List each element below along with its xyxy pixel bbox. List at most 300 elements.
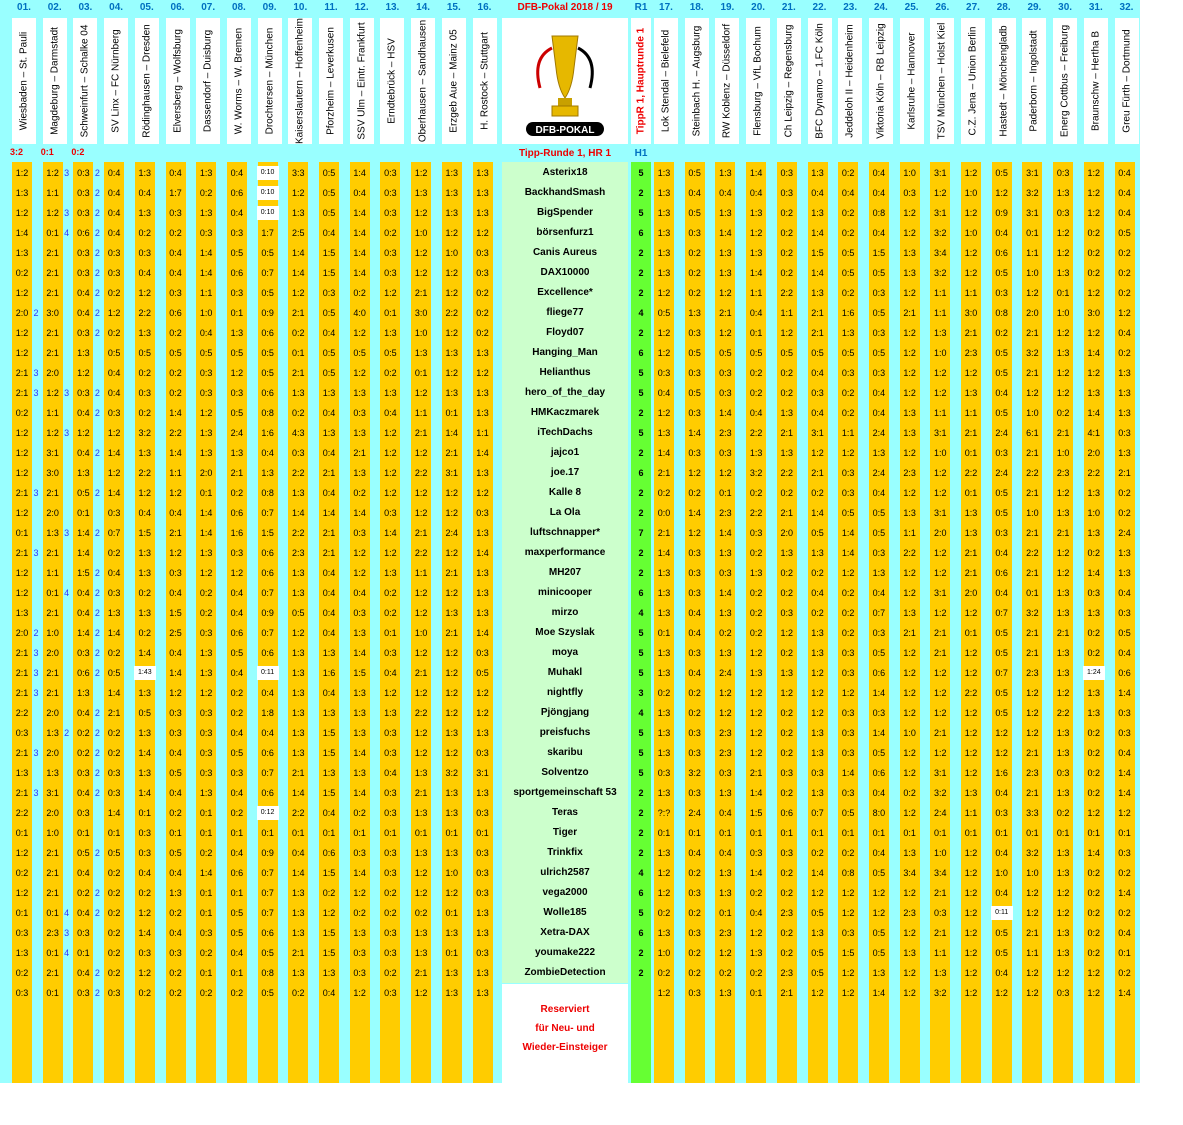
tip-cell: 0:3 xyxy=(107,508,121,518)
tip-cell: 0:2 xyxy=(688,948,701,958)
match-name-text: Greu Fürth – Dortmund xyxy=(1121,29,1132,133)
tip-cell: 1:2 xyxy=(1087,288,1101,298)
match-name xyxy=(1115,18,1139,144)
tip-cell: 2:2 xyxy=(15,708,29,718)
tip-cell: 0:2 xyxy=(841,388,855,398)
tip-cell: 2:1 xyxy=(414,428,428,438)
tip-cell: 2:3 xyxy=(719,508,732,518)
tip-cell: 0:5 xyxy=(995,348,1008,358)
tip-cell: 1:2 xyxy=(414,488,428,498)
tip-cell: 2:2 xyxy=(964,468,978,478)
tip-value: 0:10 xyxy=(257,166,279,180)
tip-cell: 0:4 xyxy=(995,588,1008,598)
match-name-text: Paderborn – Ingolstadt xyxy=(1028,30,1040,132)
tip-cell: 1:2 xyxy=(964,368,978,378)
points-cell: 2 xyxy=(94,488,100,498)
tip-cell: 0:4 xyxy=(292,848,305,858)
tip-cell: 1:4 xyxy=(476,448,489,458)
tip-cell: 1:2 xyxy=(1056,888,1070,898)
tip-cell: 0:1 xyxy=(934,828,947,838)
tip-cell: 0:2 xyxy=(15,968,29,978)
tip-cell: 1:3 xyxy=(749,668,763,678)
points-cell: 3 xyxy=(33,688,39,698)
tip-cell: 0:6 xyxy=(230,188,244,198)
match-result xyxy=(652,147,680,159)
tip-cell: 1:5 xyxy=(322,928,336,938)
tip-cell: 0:2 xyxy=(353,288,366,298)
tip-cell: 0:2 xyxy=(230,708,244,718)
match-name-text: Elversberg – Wolfsburg xyxy=(172,29,183,133)
tip-cell: 1:2 xyxy=(15,568,29,578)
tip-cell: 0:2 xyxy=(230,688,244,698)
tip-cell: 1:2 xyxy=(903,688,916,698)
tip-cell: 0:4 xyxy=(261,448,274,458)
tip-cell: 2:1 xyxy=(15,388,29,398)
round-points: 6 xyxy=(638,888,644,898)
tip-cell: 0:5 xyxy=(811,968,824,978)
tip-cell: 1:2 xyxy=(1026,908,1039,918)
tip-cell: 1:0 xyxy=(1056,448,1070,458)
tip-cell: 0:4 xyxy=(77,708,90,718)
tip-cell: 0:1 xyxy=(353,828,366,838)
tip-cell: 0:4 xyxy=(995,788,1008,798)
tip-cell: 1:4 xyxy=(107,448,121,458)
tip-cell: 0:1 xyxy=(1056,288,1070,298)
tip-cell: 1:3 xyxy=(780,668,794,678)
tip-cell: 1:3 xyxy=(811,168,824,178)
tip-cell: 2:1 xyxy=(46,328,59,338)
tip-cell: 1:2 xyxy=(841,448,855,458)
tip-cell: 1:2 xyxy=(780,628,794,638)
tip-cell: 2:1 xyxy=(15,748,29,758)
tip-cell: 0:3 xyxy=(811,388,824,398)
tip-cell: 1:1 xyxy=(199,288,213,298)
tip-cell: 0:4 xyxy=(107,368,121,378)
tip-cell: 0:2 xyxy=(749,608,763,618)
tip-cell: 1:3 xyxy=(138,768,152,778)
tip-cell: 1:2 xyxy=(964,868,978,878)
tip-cell: 0:5 xyxy=(872,348,886,358)
tip-cell: 0:2 xyxy=(169,328,182,338)
match-result xyxy=(1051,147,1079,159)
tip-cell: 0:2 xyxy=(384,968,397,978)
tip-cell: 0:4 xyxy=(107,188,121,198)
tip-cell: 0:3 xyxy=(15,728,29,738)
tip-cell: 2:0 xyxy=(46,368,59,378)
tip-cell: 1:2 xyxy=(934,468,947,478)
tip-cell: 0:9 xyxy=(261,608,274,618)
tip-cell: 0:1 xyxy=(46,948,59,958)
tip-cell: 0:2 xyxy=(292,328,305,338)
tip-cell: 2:1 xyxy=(15,488,29,498)
tip-cell: 0:3 xyxy=(384,508,397,518)
match-number: 01. xyxy=(17,2,31,13)
tip-cell: 0:3 xyxy=(688,648,701,658)
tip-cell: 0:2 xyxy=(1087,248,1101,258)
points-cell: 3 xyxy=(33,788,39,798)
tip-cell: 2:2 xyxy=(1087,468,1101,478)
tip-cell: 1:3 xyxy=(445,728,459,738)
tip-cell: 0:2 xyxy=(107,748,121,758)
tip-cell: 0:5 xyxy=(811,528,824,538)
match-result xyxy=(928,147,956,159)
tip-cell: 0:4 xyxy=(138,508,152,518)
tip-cell: 1:4 xyxy=(138,648,152,658)
match-number: 02. xyxy=(47,2,62,13)
match-number: 28. xyxy=(996,2,1011,13)
tip-cell: 1:4 xyxy=(77,548,90,558)
tip-cell: 0:1 xyxy=(749,328,763,338)
tip-cell: 1:4 xyxy=(169,448,182,458)
tip-cell: 1:3 xyxy=(445,188,459,198)
tip-cell: 2:1 xyxy=(1026,488,1039,498)
match-name xyxy=(900,18,924,144)
tip-cell: 4:1 xyxy=(1087,428,1101,438)
tip-cell: 1:3 xyxy=(903,948,916,958)
tip-cell: 1:2 xyxy=(230,368,244,378)
tip-cell: 0:1 xyxy=(46,988,59,998)
tip-cell: 1:2 xyxy=(841,888,855,898)
tip-cell: 1:6 xyxy=(322,668,336,678)
match-name-text: Erzgeb Aue – Mainz 05 xyxy=(448,29,460,133)
tip-cell: 1:3 xyxy=(1118,548,1131,558)
tip-cell: 1:2 xyxy=(903,968,916,978)
tip-cell xyxy=(257,183,279,203)
player-name: youmake222 xyxy=(502,943,628,963)
tip-cell: 0:2 xyxy=(811,488,824,498)
match-name-text: Steinbach H. – Augsburg xyxy=(691,25,703,137)
match-number: 23. xyxy=(843,2,858,13)
tip-cell: 2:0 xyxy=(46,648,59,658)
tip-cell: 1:3 xyxy=(719,168,732,178)
tip-cell: 1:3 xyxy=(934,328,947,338)
tip-value: 0:12 xyxy=(257,806,279,820)
tip-cell: 0:3 xyxy=(476,648,489,658)
tip-cell: 0:1 xyxy=(476,828,489,838)
tip-cell: 0:5 xyxy=(353,348,366,358)
tip-cell: 0:3 xyxy=(1118,428,1131,438)
tip-cell: 1:3 xyxy=(903,408,916,418)
tip-cell: 0:3 xyxy=(169,288,182,298)
tip-cell: 0:3 xyxy=(353,408,366,418)
tip-cell: 1:4 xyxy=(1118,788,1131,798)
tip-cell: 1:3 xyxy=(199,208,213,218)
tip-cell: 0:2 xyxy=(15,268,29,278)
tip-cell: 0:3 xyxy=(872,708,886,718)
tip-cell: 1:2 xyxy=(903,648,916,658)
tip-cell: 0:2 xyxy=(780,388,794,398)
tip-cell: 1:2 xyxy=(1056,968,1070,978)
tip-cell: 0:6 xyxy=(872,668,886,678)
tip-cell: 3:1 xyxy=(934,588,947,598)
player-name: DAX10000 xyxy=(502,263,628,283)
tip-cell: 0:3 xyxy=(688,928,701,938)
match-name-text: Wiesbaden – St. Pauli xyxy=(18,31,30,131)
tip-cell: 2:1 xyxy=(414,668,428,678)
tip-cell: 0:3 xyxy=(995,528,1008,538)
tip-cell: 1:2 xyxy=(384,548,397,558)
tip-cell: 1:3 xyxy=(138,328,152,338)
tip-cell: 1:2 xyxy=(934,368,947,378)
tip-cell: 1:2 xyxy=(414,988,428,998)
tip-value: 1:24 xyxy=(1083,666,1105,680)
tip-cell: 0:3 xyxy=(841,728,855,738)
match-result xyxy=(836,147,864,159)
match-result xyxy=(1020,147,1048,159)
tip-cell: 2:1 xyxy=(445,628,459,638)
tip-cell: 3:2 xyxy=(934,268,947,278)
tip-cell: 1:3 xyxy=(657,208,671,218)
tip-cell: 1:2 xyxy=(841,688,855,698)
round-points: 2 xyxy=(638,188,644,198)
tip-cell: 2:1 xyxy=(811,468,824,478)
tip-cell: 0:4 xyxy=(872,788,886,798)
points-cell: 3 xyxy=(64,928,70,938)
tip-cell: 0:2 xyxy=(476,328,489,338)
tip-cell: 0:2 xyxy=(1056,808,1070,818)
tip-cell: 0:2 xyxy=(688,868,701,878)
tip-cell: 1:2 xyxy=(476,368,489,378)
tip-cell: 1:0 xyxy=(1026,268,1039,278)
tip-cell: 2:4 xyxy=(445,528,459,538)
tip-cell: 0:2 xyxy=(138,408,152,418)
match-number: 32. xyxy=(1119,2,1134,13)
tip-cell xyxy=(257,803,279,823)
match-name xyxy=(654,18,678,144)
round-points: 2 xyxy=(638,408,644,418)
tip-cell: 0:7 xyxy=(811,808,824,818)
tip-cell: 0:1 xyxy=(1118,948,1131,958)
match-result xyxy=(959,147,987,159)
tip-cell: 1:3 xyxy=(322,968,336,978)
round-label: R1 xyxy=(634,2,648,13)
tip-cell: 1:3 xyxy=(199,448,213,458)
tip-cell: 1:2 xyxy=(841,968,855,978)
tip-cell: 0:2 xyxy=(384,228,397,238)
tip-cell: 0:4 xyxy=(230,728,244,738)
tip-cell: 0:4 xyxy=(749,908,763,918)
player-name: Floyd07 xyxy=(502,323,628,343)
tip-cell: 0:5 xyxy=(138,348,152,358)
tip-cell: 0:3 xyxy=(77,208,90,218)
tip-cell: 0:4 xyxy=(872,848,886,858)
tip-cell: 0:1 xyxy=(811,828,824,838)
tip-cell: 3:2 xyxy=(934,988,947,998)
tip-cell: 1:3 xyxy=(1056,608,1070,618)
tip-cell: 0:3 xyxy=(384,188,397,198)
tip-cell: 2:3 xyxy=(46,928,59,938)
tip-cell: 0:3 xyxy=(841,928,855,938)
tip-cell: 0:4 xyxy=(107,168,121,178)
round-points: 6 xyxy=(638,228,644,238)
player-name: Canis Aureus xyxy=(502,243,628,263)
tip-cell: 0:2 xyxy=(107,548,121,558)
tip-cell: 1:2 xyxy=(995,188,1008,198)
tip-cell: 1:4 xyxy=(445,428,459,438)
tip-cell: 0:2 xyxy=(138,228,152,238)
tip-cell: 0:4 xyxy=(230,168,244,178)
round-points: 5 xyxy=(638,728,644,738)
tip-cell: 2:0 xyxy=(1026,308,1039,318)
tip-cell: 0:3 xyxy=(199,368,213,378)
tip-cell: 0:2 xyxy=(780,588,794,598)
tip-cell: 1:3 xyxy=(414,348,428,358)
tip-cell: 0:3 xyxy=(476,888,489,898)
tip-cell: 0:4 xyxy=(995,228,1008,238)
tip-cell: 1:1 xyxy=(414,568,428,578)
tip-cell: 0:3 xyxy=(77,768,90,778)
tip-cell: 0:5 xyxy=(811,908,824,918)
match-name-text: RW Koblenz – Düsseldorf xyxy=(721,23,733,139)
tip-cell: 0:9 xyxy=(261,848,274,858)
tip-cell: 0:4 xyxy=(77,408,90,418)
tip-cell: 0:3 xyxy=(384,868,397,878)
tip-cell: 0:2 xyxy=(230,988,244,998)
tip-cell: 1:4 xyxy=(841,528,855,538)
tip-cell: 2:1 xyxy=(46,488,59,498)
tip-cell: 0:5 xyxy=(995,488,1008,498)
tip-cell: 1:2 xyxy=(903,208,916,218)
tip-cell: 0:5 xyxy=(322,368,336,378)
tip-cell: 2:3 xyxy=(719,728,732,738)
tip-cell: 1:3 xyxy=(476,348,489,358)
tip-cell: 1:0 xyxy=(199,308,213,318)
tip-cell: 3:1 xyxy=(934,168,947,178)
tip-cell: 1:3 xyxy=(15,768,29,778)
tip-cell: 0:1 xyxy=(445,828,459,838)
tip-cell: 2:3 xyxy=(1026,768,1039,778)
tip-cell: 1:3 xyxy=(445,348,459,358)
tip-cell: 0:5 xyxy=(688,208,701,218)
tip-cell: 1:4 xyxy=(353,788,366,798)
tip-cell: 0:3 xyxy=(199,388,213,398)
tip-cell: 0:4 xyxy=(995,848,1008,858)
tip-cell: 1:3 xyxy=(138,548,152,558)
tip-cell: 0:3 xyxy=(77,648,90,658)
tip-cell: 0:4 xyxy=(77,288,90,298)
match-name xyxy=(442,18,466,144)
points-cell: 3 xyxy=(33,388,39,398)
tip-cell: 0:5 xyxy=(995,268,1008,278)
tip-cell: 1:3 xyxy=(169,888,182,898)
match-name xyxy=(258,18,282,144)
tip-cell: 0:2 xyxy=(1087,928,1101,938)
tip-cell: 2:1 xyxy=(1026,788,1039,798)
tip-cell: 0:3 xyxy=(1118,708,1131,718)
tip-cell: 0:4 xyxy=(872,588,886,598)
tip-cell: 0:4 xyxy=(1118,648,1131,658)
tip-cell: 3:2 xyxy=(138,428,152,438)
tip-cell: 2:2 xyxy=(414,468,428,478)
tip-cell: 0:3 xyxy=(872,288,886,298)
round-points: 2 xyxy=(638,948,644,958)
match-name-text: Lok Stendal – Bielefeld xyxy=(660,29,672,133)
match-name-text: Kaiserslautern – Hoffenheim xyxy=(294,18,306,144)
tip-cell: 1:8 xyxy=(261,708,274,718)
tip-cell: 0:3 xyxy=(1056,768,1070,778)
tip-cell: 1:2 xyxy=(934,548,947,558)
tip-cell: 2:1 xyxy=(1026,628,1039,638)
tip-cell: 1:2 xyxy=(903,748,916,758)
tip-cell: 0:4 xyxy=(811,368,824,378)
tip-cell: 1:0 xyxy=(995,868,1008,878)
tip-cell: 0:4 xyxy=(138,188,152,198)
tip-cell: 1:2 xyxy=(476,688,489,698)
tip-cell: 1:3 xyxy=(1118,368,1131,378)
tip-cell: 0:2 xyxy=(169,368,182,378)
tip-cell: 0:7 xyxy=(261,268,274,278)
round-points: 4 xyxy=(638,608,644,618)
match-number: 29. xyxy=(1027,2,1042,13)
tip-cell xyxy=(257,203,279,223)
tip-cell: 2:2 xyxy=(292,528,305,538)
tip-cell: 3:0 xyxy=(46,308,59,318)
tip-cell: 1:4 xyxy=(811,228,824,238)
tip-cell: 0:3 xyxy=(476,508,489,518)
match-name-text: Karlsruhe – Hannover xyxy=(906,32,918,130)
round-points: 6 xyxy=(638,348,644,358)
tip-cell: 1:2 xyxy=(964,648,978,658)
tip-cell: 1:4 xyxy=(688,508,701,518)
tip-cell: 1:2 xyxy=(476,708,489,718)
tip-cell: 1:2 xyxy=(841,568,855,578)
tip-cell: 0:4 xyxy=(230,948,244,958)
tip-cell: 0:2 xyxy=(138,888,152,898)
tip-cell: 0:2 xyxy=(169,228,182,238)
tip-cell: 1:2 xyxy=(445,708,459,718)
tip-cell: 1:2 xyxy=(1056,568,1070,578)
tip-cell: 0:1 xyxy=(107,828,121,838)
match-name xyxy=(73,18,97,144)
tip-cell: 0:2 xyxy=(1087,628,1101,638)
tip-cell: 1:1 xyxy=(780,308,794,318)
tip-cell: 3:4 xyxy=(903,868,916,878)
tip-cell: 1:3 xyxy=(292,928,305,938)
tip-cell: 0:3 xyxy=(688,228,701,238)
tip-cell: 1:3 xyxy=(445,208,459,218)
tip-cell: 1:2 xyxy=(964,668,978,678)
player-name: Tiger xyxy=(502,823,628,843)
tip-cell: 0:3 xyxy=(1118,608,1131,618)
tip-cell: 0:4 xyxy=(995,548,1008,558)
tip-cell: 2:1 xyxy=(1056,628,1070,638)
tip-cell: 1:2 xyxy=(934,388,947,398)
tip-cell: 0:6 xyxy=(261,748,274,758)
tip-cell: 1:2 xyxy=(964,268,978,278)
tip-cell: 0:7 xyxy=(261,888,274,898)
points-cell: 3 xyxy=(33,488,39,498)
tip-cell: 2:3 xyxy=(1026,668,1039,678)
points-cell: 4 xyxy=(64,908,70,918)
tip-cell: 1:2 xyxy=(964,908,978,918)
tip-cell: 0:3 xyxy=(77,808,90,818)
tip-cell: 0:4 xyxy=(199,328,213,338)
tip-cell: 1:4 xyxy=(353,868,366,878)
tip-cell: 1:3 xyxy=(1056,508,1070,518)
tip-cell: 2:1 xyxy=(46,868,59,878)
tip-cell: 1:3 xyxy=(811,288,824,298)
tip-cell: 2:3 xyxy=(719,428,732,438)
tip-cell: 0:7 xyxy=(261,868,274,878)
tip-cell: 1:3 xyxy=(719,868,732,878)
tip-value: 0:11 xyxy=(257,666,279,680)
tip-cell: 3:0 xyxy=(1087,308,1101,318)
tip-cell: 0:3 xyxy=(107,768,121,778)
tip-cell: 1:3 xyxy=(964,388,978,398)
tip-cell: 0:2 xyxy=(780,748,794,758)
tip-cell: 1:2 xyxy=(811,688,824,698)
tip-cell: 0:4 xyxy=(322,408,336,418)
